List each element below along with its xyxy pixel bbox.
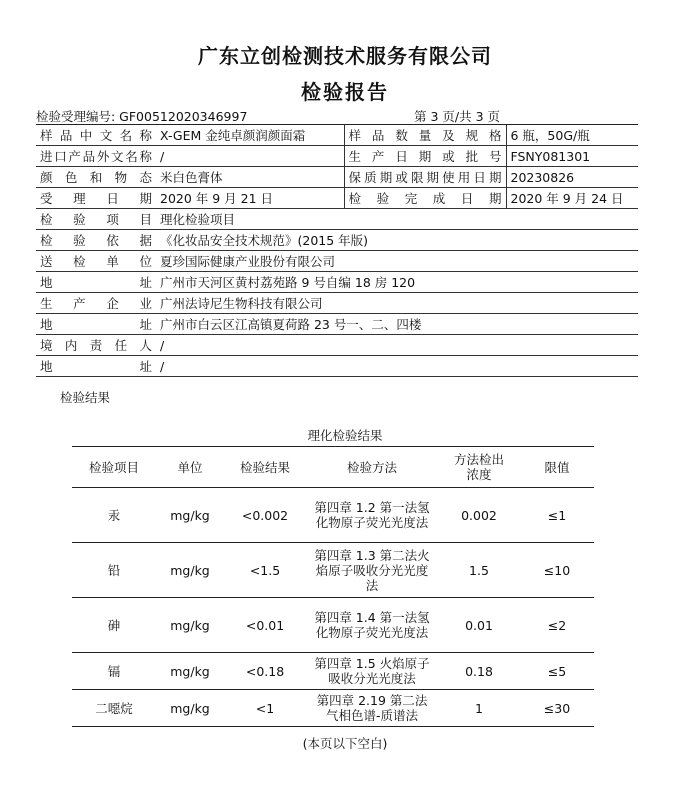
info-row bbox=[36, 146, 638, 167]
info-value: X-GEM 金纯卓颜润颜面霜 bbox=[156, 125, 344, 146]
cell-unit: mg/kg bbox=[156, 598, 224, 653]
info-value: 理化检验项目 bbox=[156, 209, 638, 230]
table-row bbox=[72, 488, 594, 543]
info-value: 6 瓶，50G/瓶 bbox=[506, 125, 638, 146]
cell-unit: mg/kg bbox=[156, 488, 224, 543]
cell-method: 第四章 1.3 第二法火焰原子吸收分光光度法 bbox=[306, 543, 438, 598]
cell-item: 铅 bbox=[72, 543, 156, 598]
info-label: 检验项目 bbox=[36, 209, 156, 230]
cell-method: 第四章 1.2 第一法氢化物原子荧光光度法 bbox=[306, 488, 438, 543]
cell-unit: mg/kg bbox=[156, 653, 224, 690]
info-row bbox=[36, 188, 638, 209]
column-header: 单位 bbox=[156, 447, 224, 488]
info-row bbox=[36, 230, 638, 251]
cell-result: <0.002 bbox=[224, 488, 306, 543]
info-value: / bbox=[156, 356, 638, 377]
info-row bbox=[36, 314, 638, 335]
info-value: FSNY081301 bbox=[506, 146, 638, 167]
info-label: 生产企业 bbox=[36, 293, 156, 314]
cell-item: 镉 bbox=[72, 653, 156, 690]
cell-detection: 0.002 bbox=[438, 488, 520, 543]
cell-limit: ≤5 bbox=[520, 653, 594, 690]
table-row bbox=[72, 598, 594, 653]
info-value: / bbox=[156, 335, 638, 356]
info-row bbox=[36, 293, 638, 314]
info-row bbox=[36, 272, 638, 293]
table-row bbox=[72, 543, 594, 598]
results-table bbox=[72, 446, 594, 727]
sample-info-table bbox=[36, 124, 638, 377]
results-header-row bbox=[72, 447, 594, 488]
accept-number: 检验受理编号: GF00512020346997 bbox=[36, 109, 248, 124]
column-header: 检验结果 bbox=[224, 447, 306, 488]
info-label: 检验完成日期 bbox=[344, 188, 506, 209]
table-row bbox=[72, 690, 594, 727]
info-value: 《化妆品安全技术规范》(2015 年版) bbox=[156, 230, 638, 251]
cell-result: <0.18 bbox=[224, 653, 306, 690]
info-label: 送检单位 bbox=[36, 251, 156, 272]
info-value: 20230826 bbox=[506, 167, 638, 188]
info-value: 米白色膏体 bbox=[156, 167, 344, 188]
info-value: 夏珍国际健康产业股份有限公司 bbox=[156, 251, 638, 272]
results-table-title: 理化检验结果 bbox=[307, 428, 383, 443]
info-value: 广州市白云区江高镇夏荷路 23 号一、二、四楼 bbox=[156, 314, 638, 335]
info-row bbox=[36, 251, 638, 272]
info-row bbox=[36, 125, 638, 146]
cell-detection: 0.01 bbox=[438, 598, 520, 653]
info-label: 保质期或限期使用日期 bbox=[344, 167, 506, 188]
info-label: 境内责任人 bbox=[36, 335, 156, 356]
column-header: 检验项目 bbox=[72, 447, 156, 488]
info-row bbox=[36, 356, 638, 377]
cell-unit: mg/kg bbox=[156, 690, 224, 727]
cell-item: 二噁烷 bbox=[72, 690, 156, 727]
info-label: 检验依据 bbox=[36, 230, 156, 251]
info-row bbox=[36, 209, 638, 230]
cell-detection: 1.5 bbox=[438, 543, 520, 598]
info-label: 生产日期或批号 bbox=[344, 146, 506, 167]
info-label: 颜色和物态 bbox=[36, 167, 156, 188]
info-row bbox=[36, 335, 638, 356]
info-value: 广州法诗尼生物科技有限公司 bbox=[156, 293, 638, 314]
table-row bbox=[72, 653, 594, 690]
cell-result: <1.5 bbox=[224, 543, 306, 598]
info-label: 地址 bbox=[36, 272, 156, 293]
cell-limit: ≤2 bbox=[520, 598, 594, 653]
cell-method: 第四章 2.19 第二法气相色谱-质谱法 bbox=[306, 690, 438, 727]
info-value: / bbox=[156, 146, 344, 167]
info-label: 地址 bbox=[36, 314, 156, 335]
info-value: 2020 年 9 月 24 日 bbox=[506, 188, 638, 209]
cell-limit: ≤30 bbox=[520, 690, 594, 727]
info-value: 广州市天河区黄村荔苑路 9 号自编 18 房 120 bbox=[156, 272, 638, 293]
info-label: 样品中文名称 bbox=[36, 125, 156, 146]
info-label: 受理日期 bbox=[36, 188, 156, 209]
results-section-label: 检验结果 bbox=[60, 390, 111, 405]
cell-detection: 1 bbox=[438, 690, 520, 727]
info-label: 地址 bbox=[36, 356, 156, 377]
column-header: 限值 bbox=[520, 447, 594, 488]
info-row bbox=[36, 167, 638, 188]
report-title: 检验报告 bbox=[301, 80, 389, 104]
cell-item: 砷 bbox=[72, 598, 156, 653]
cell-detection: 0.18 bbox=[438, 653, 520, 690]
cell-result: <1 bbox=[224, 690, 306, 727]
info-label: 进口产品外文名称 bbox=[36, 146, 156, 167]
cell-item: 汞 bbox=[72, 488, 156, 543]
cell-limit: ≤1 bbox=[520, 488, 594, 543]
cell-limit: ≤10 bbox=[520, 543, 594, 598]
cell-method: 第四章 1.4 第一法氢化物原子荧光光度法 bbox=[306, 598, 438, 653]
page-info: 第 3 页/共 3 页 bbox=[414, 109, 501, 124]
column-header: 检验方法 bbox=[306, 447, 438, 488]
blank-page-note: (本页以下空白) bbox=[302, 736, 388, 751]
report-meta bbox=[36, 106, 636, 124]
cell-unit: mg/kg bbox=[156, 543, 224, 598]
cell-result: <0.01 bbox=[224, 598, 306, 653]
info-label: 样品数量及规格 bbox=[344, 125, 506, 146]
column-header: 方法检出浓度 bbox=[438, 447, 520, 488]
company-name: 广东立创检测技术服务有限公司 bbox=[198, 44, 492, 68]
cell-method: 第四章 1.5 火焰原子吸收分光光度法 bbox=[306, 653, 438, 690]
info-value: 2020 年 9 月 21 日 bbox=[156, 188, 344, 209]
